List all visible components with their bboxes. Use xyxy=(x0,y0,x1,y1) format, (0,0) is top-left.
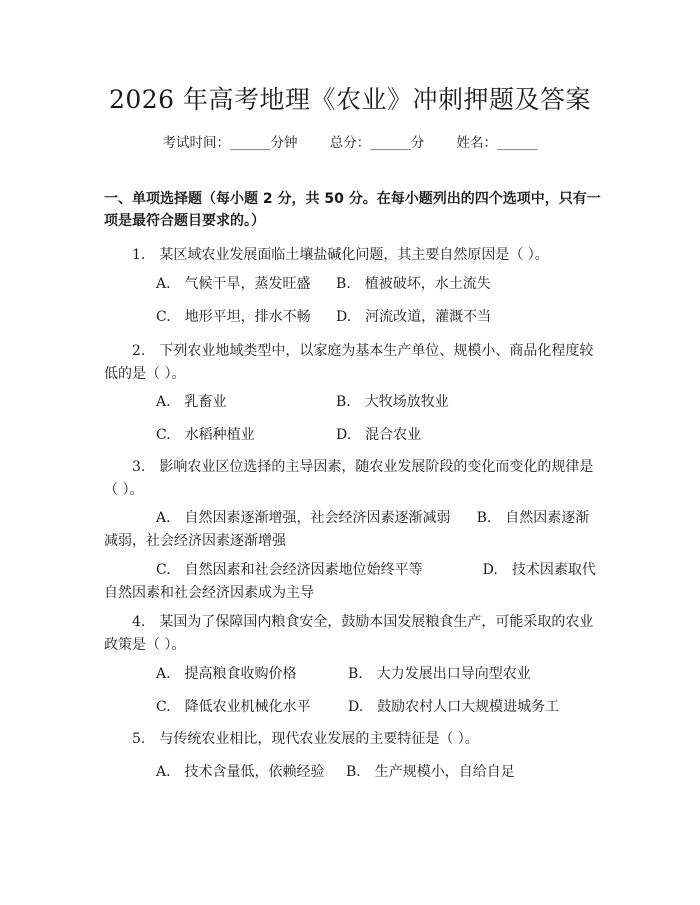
option-3d: D. 技术因素取代自然因素和社会经济因素成为主导 xyxy=(104,562,596,601)
option-3a: A. 自然因素逐渐增强，社会经济因素逐渐减弱 xyxy=(156,510,451,526)
section-heading: 一、单项选择题（每小题 2 分，共 50 分。在每小题列出的四个选项中，只有一项是最符合题目要求的。） xyxy=(104,191,601,229)
option-1b: B. 植被破坏，水土流失 xyxy=(336,276,491,292)
question-4 xyxy=(104,611,602,657)
question-stem: 2. 下列农业地域类型中，以家庭为基本生产单位、规模小、商品化程度较低的是（ ）。 xyxy=(104,343,594,382)
option-3c: C. 自然因素和社会经济因素地位始终平等 xyxy=(156,562,423,578)
option-4c: C. 降低农业机械化水平 xyxy=(156,699,311,715)
page-title: 2026 年高考地理《农业》冲刺押题及答案 xyxy=(108,85,592,114)
option-1c: C. 地形平坦，排水不畅 xyxy=(156,309,311,325)
option-4a: A. 提高粮食收购价格 xyxy=(156,666,297,682)
option-3b: B. 自然因素逐渐减弱，社会经济因素逐渐增强 xyxy=(104,510,590,549)
question-1 xyxy=(104,244,602,267)
option-4b: B. 大力发展出口导向型农业 xyxy=(348,666,531,682)
exam-time-field: 考试时间：______分钟 xyxy=(162,135,298,151)
option-4d: D. 鼓励农村人口大规模进城务工 xyxy=(348,699,560,715)
student-name-field: 姓名：______ xyxy=(456,135,538,151)
question-5 xyxy=(104,728,602,751)
option-2d: D. 混合农业 xyxy=(336,427,422,443)
question-2 xyxy=(104,340,602,386)
option-5a: A. 技术含量低，依赖经验 xyxy=(156,764,325,780)
option-2b: B. 大牧场放牧业 xyxy=(336,394,449,410)
question-stem: 3. 影响农业区位选择的主导因素，随农业发展阶段的变化而变化的规律是（ ）。 xyxy=(104,459,594,498)
option-5b: B. 生产规模小，自给自足 xyxy=(346,764,515,780)
option-row-3ab xyxy=(104,507,602,553)
question-stem: 5. 与传统农业相比，现代农业发展的主要特征是（ ）。 xyxy=(132,731,479,747)
question-stem: 1. 某区域农业发展面临土壤盐碱化问题，其主要自然原因是（ ）。 xyxy=(132,247,549,263)
question-3 xyxy=(104,456,602,502)
option-2a: A. 乳畜业 xyxy=(156,394,227,410)
option-1d: D. 河流改道，灌溉不当 xyxy=(336,309,492,325)
total-score-field: 总分：______分 xyxy=(329,135,425,151)
question-stem: 4. 某国为了保障国内粮食安全，鼓励本国发展粮食生产，可能采取的农业政策是（ ）。 xyxy=(104,614,594,653)
option-2c: C. 水稻种植业 xyxy=(156,427,255,443)
option-1a: A. 气候干旱，蒸发旺盛 xyxy=(156,276,311,292)
exam-meta xyxy=(0,131,700,151)
option-row-3cd xyxy=(104,559,602,605)
